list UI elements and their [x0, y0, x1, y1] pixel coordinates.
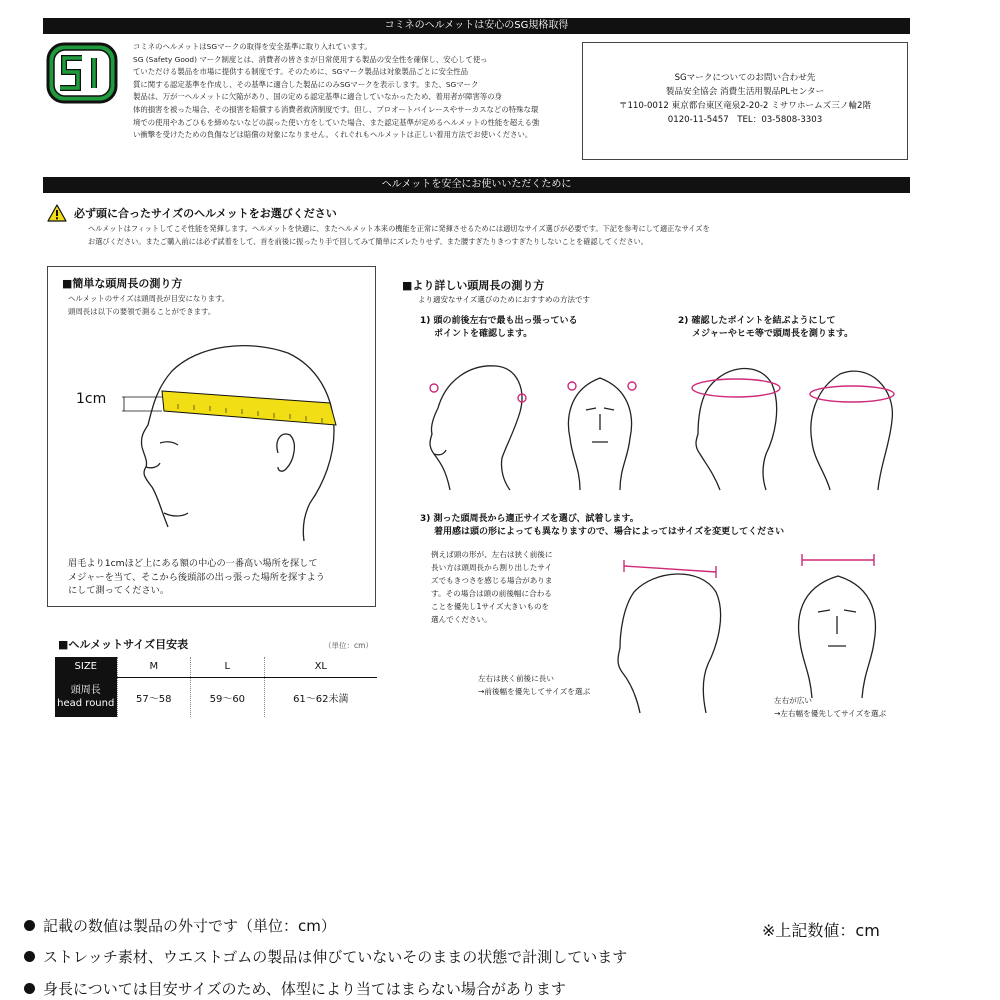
- sg-line: 境での使用やあごひもを締めないなどの誤った使い方をしていた場合、また認定基準が定めるヘルメットの性能を超える強: [133, 117, 540, 127]
- row-label-en: head round: [57, 698, 115, 710]
- step2-line: メジャーやヒモ等で頭周長を測ります。: [692, 329, 854, 339]
- head-shape-illustrations: [590, 548, 910, 718]
- step1-text: [420, 315, 578, 341]
- simple-measure-box: [47, 266, 376, 607]
- contact-address: 〒110-0012 東京都台東区竜泉2-20-2 ミサワホームズ三ノ輪2階: [618, 101, 872, 111]
- sg-logo: [46, 42, 118, 104]
- example-line: 例えば頭の形が、左右は狭く前後に: [431, 550, 553, 559]
- contact-title: SGマークについてのお問い合わせ先: [674, 73, 816, 83]
- note-item: [24, 940, 627, 973]
- caption-left-line: 左右は狭く前後に長い: [478, 674, 554, 683]
- head-profile-illustration: [48, 327, 377, 552]
- warning-line: お選びください。またご購入前には必ず試着をして、首を前後に振ったり手で回してみて簡単にズレたりせず、また腰すぎたりきつすぎたりしないことを確認してください。: [88, 236, 648, 246]
- step1-line: ポイントを確認します。: [434, 329, 533, 339]
- sg-description: [133, 41, 573, 142]
- sg-line: コミネのヘルメットはSGマークの取得を安全基準に取り入れています。: [133, 42, 372, 51]
- size-row-label: [55, 677, 117, 717]
- caption-left: [478, 672, 590, 698]
- step3-line: 3) 測った頭周長から適正サイズを選び、試着します。: [420, 514, 639, 524]
- example-line: 長い方は頭周長から割り出したサイ: [431, 563, 552, 572]
- size-table-row: [55, 677, 377, 717]
- warning-line: ヘルメットはフィットしてこそ性能を発揮します。ヘルメットを快適に、またヘルメット本来の機能を正常に発揮させるためには適切なサイズ選びが必要です。下記を参考にして適正なサイズを: [88, 224, 710, 233]
- size-header-label: SIZE: [55, 657, 117, 677]
- safety-section-title: ヘルメットを安全にお使いいただくために: [381, 179, 572, 190]
- safety-section-title-bar: [43, 177, 910, 193]
- detailed-measure-subtitle: より適安なサイズ選びのためにおすすめの方法です: [418, 295, 590, 304]
- simple-measure-title: ■簡単な頭周長の測り方: [62, 277, 183, 290]
- size-value-xl: 61〜62未満: [264, 677, 377, 717]
- note-text: 身長については目安サイズのため、体型により当てはまらない場合があります: [43, 979, 566, 998]
- contact-phone: 0120-11-5457 TEL：03-5808-3303: [667, 115, 823, 125]
- simple-sub-line: 頭周長は以下の要領で測ることができます。: [68, 306, 216, 316]
- warning-text: [88, 223, 918, 248]
- row-label-ja: 頭周長: [70, 685, 101, 697]
- step2-line: 2) 確認したポイントを結ぶようにして: [678, 316, 836, 326]
- instruction-line: にして測ってください。: [68, 585, 170, 596]
- size-table-header-row: [55, 657, 377, 677]
- example-line: ことを優先し1サイズ大きいものを: [431, 602, 550, 611]
- example-text: [431, 548, 553, 626]
- bullet-icon: [24, 920, 35, 931]
- detailed-measure-title: ■より詳しい頭周長の測り方: [402, 279, 545, 292]
- sg-line: 質に関する認定基準を作成し、その基準に適合した製品にのみSGマークを表示します。また、SGマーク: [133, 79, 479, 89]
- example-line: ズでもきつさを感じる場合がありま: [431, 576, 553, 585]
- warning-icon: [47, 204, 67, 222]
- warning-title: 必ず頭に合ったサイズのヘルメットをお選びください: [74, 207, 337, 220]
- sg-line: い衝撃を受けたための負傷などは賠償の対象になりません。くれぐれもヘルメットは正しい着用方法でお使いください。: [133, 130, 533, 140]
- sg-line: 製品は、万が一ヘルメットに欠陥があり、国の定める認定基準に適合していなかったため、着用者が障害等の身: [133, 92, 503, 102]
- simple-measure-sub: [68, 293, 229, 318]
- notes-list: [24, 910, 627, 1000]
- caption-right-line: →左右幅を優先してサイズを選ぶ: [774, 709, 887, 718]
- simple-sub-line: ヘルメットのサイズは頭周長が目安になります。: [68, 294, 230, 303]
- step2-text: [678, 315, 853, 341]
- size-header-m: M: [117, 657, 191, 677]
- size-table: [55, 657, 377, 717]
- sg-section-title: コミネのヘルメットは安心のSG規格取得: [384, 20, 569, 31]
- example-line: す。その場合は頭の前後幅に合わる: [431, 589, 552, 598]
- note-text: 記載の数値は製品の外寸です（単位：cm）: [43, 916, 336, 935]
- step1-line: 1) 頭の前後左右で最も出っ張っている: [420, 316, 578, 326]
- caption-right: [774, 694, 886, 720]
- size-header-xl: XL: [264, 657, 377, 677]
- simple-measure-instruction: [68, 557, 325, 598]
- step-heads-illustration: [410, 350, 910, 500]
- caption-right-line: 左右が広い: [774, 696, 812, 705]
- caption-left-line: →前後幅を優先してサイズを選ぶ: [478, 687, 591, 696]
- sg-line: 体的損害を被った場合、その損害を賠償する消費者救済制度です。但し、プロオートバイレースやサーカスなどの特殊な環: [133, 104, 539, 114]
- size-value-l: 59〜60: [191, 677, 265, 717]
- instruction-line: 眉毛より1cmほど上にある額の中心の一番高い場所を探して: [68, 558, 318, 569]
- size-value-m: 57〜58: [117, 677, 191, 717]
- side-note: ※上記数値：cm: [762, 921, 880, 940]
- example-line: 選んでください。: [431, 615, 492, 624]
- instruction-line: メジャーを当て、そこから後頭部の出っ張った場所を探すよう: [68, 571, 325, 583]
- step3-text: [420, 513, 784, 539]
- label-1cm: 1cm: [76, 391, 107, 407]
- sg-logo-icon: [46, 42, 118, 104]
- bullet-icon: [24, 951, 35, 962]
- sg-line: ていただける製品を市場に提供する制度です。そのために、SGマーク製品は対象製品ごとに安全性品: [133, 67, 469, 77]
- note-text: ストレッチ素材、ウエストゴムの製品は伸びていないそのままの状態で計測しています: [43, 948, 628, 966]
- size-table-unit: （単位：cm）: [324, 641, 373, 650]
- note-item: [24, 910, 627, 940]
- size-header-l: L: [191, 657, 265, 677]
- bullet-icon: [24, 983, 35, 994]
- step3-line: 着用感は頭の形によっても異なりますので、場合によってはサイズを変更してください: [434, 527, 785, 537]
- contact-org: 製品安全協会 消費生活用製品PLセンター: [665, 87, 825, 97]
- sg-section-title-bar: [43, 18, 910, 34]
- note-item: [24, 973, 627, 1000]
- sg-contact-box: [582, 42, 908, 160]
- size-table-title: ■ヘルメットサイズ目安表: [58, 638, 189, 651]
- sg-line: SG (Safety Good) マーク制度とは、消費者の皆さまが日常使用する製品の安全性を確保し、安心して使っ: [133, 54, 488, 64]
